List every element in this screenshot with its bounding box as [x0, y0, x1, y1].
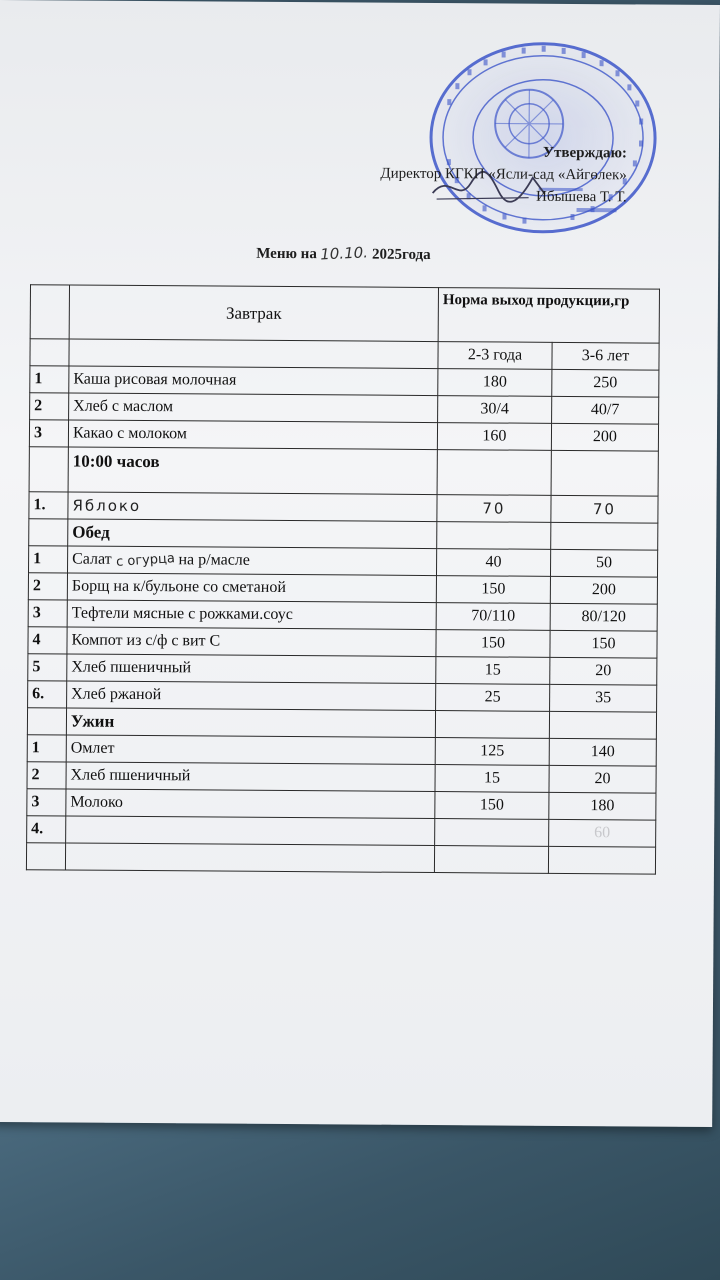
table-row: 1. Яблоко 70 70 — [29, 492, 658, 523]
norm-header: Норма выход продукции,гр — [438, 288, 659, 344]
menu-date-handwritten: 10.10. — [320, 243, 369, 264]
menu-title — [256, 244, 431, 264]
table-row-empty — [26, 843, 655, 874]
table-row: 5 Хлеб пшеничный 15 20 — [28, 654, 657, 685]
menu-table — [26, 284, 660, 874]
snack-title: 10:00 часов — [68, 447, 437, 495]
menu-title-prefix: Меню на — [256, 245, 317, 263]
approval-title: Утверждаю: — [542, 144, 628, 162]
snack-item-handwritten: Яблоко — [72, 496, 142, 515]
table-row: 2 Хлеб пшеничный 15 20 — [27, 762, 656, 793]
table-row: 3 Тефтели мясные с рожками.соус 70/110 80/120 — [28, 600, 657, 631]
table-row: 4 Компот из с/ф с вит С 150 150 — [28, 627, 657, 658]
approval-block — [380, 141, 627, 209]
lunch-title: Обед — [68, 519, 437, 549]
table-row: 2 Хлеб с маслом 30/4 40/7 — [30, 393, 659, 424]
table-row: 1 Омлет 125 140 — [27, 735, 656, 766]
breakfast-header: Завтрак — [69, 285, 438, 342]
age-a-header: 2-3 года — [438, 342, 552, 370]
salad-handwritten: с огурца — [115, 551, 175, 570]
age-b-header: 3-6 лет — [552, 342, 659, 370]
table-row: 4. 60 — [27, 816, 656, 847]
table-header-row — [30, 285, 659, 343]
table-row: 3 Какао с молоком 160 200 — [29, 420, 658, 451]
director-line: Директор КГКП «Ясли-сад «Айгөлек» — [380, 165, 627, 184]
table-row: 6. Хлеб ржаной 25 35 — [28, 681, 657, 712]
table-row: 1 Салат с огурца на р/масле 40 50 — [29, 546, 658, 577]
table-row: 3 Молоко 150 180 — [27, 789, 656, 820]
director-name: Ибышева Т. Т. — [535, 188, 627, 206]
table-row: 1 Каша рисовая молочная 180 250 — [30, 366, 659, 397]
table-row: 2 Борщ на к/бульоне со сметаной 150 200 — [28, 573, 657, 604]
menu-title-suffix: 2025года — [372, 246, 431, 264]
desk-surface — [0, 1110, 720, 1280]
section-row-snack — [29, 447, 658, 496]
dinner-title: Ужин — [66, 708, 435, 738]
